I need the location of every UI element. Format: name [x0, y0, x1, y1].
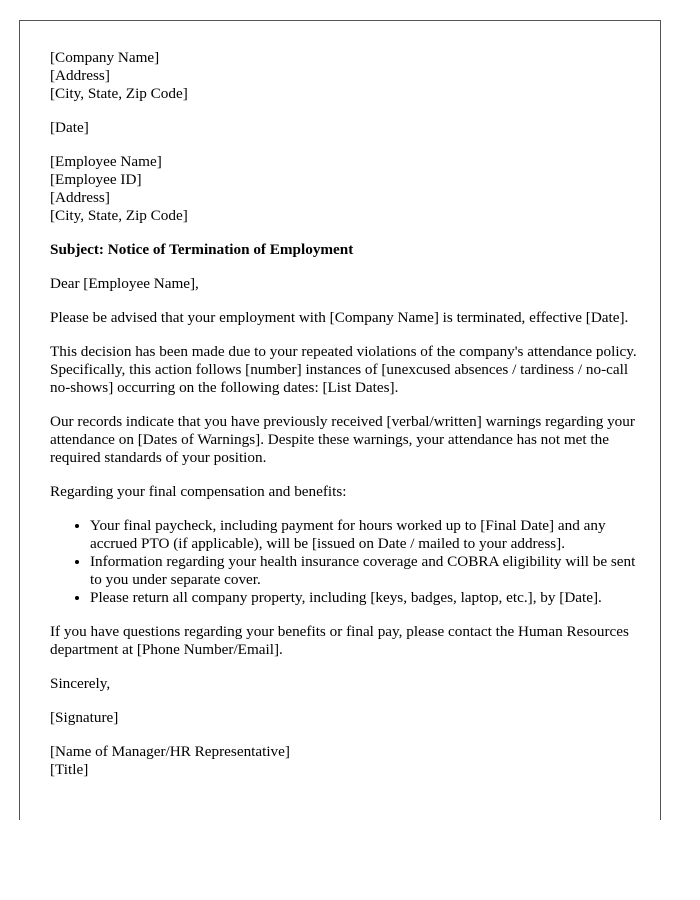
- signer-title: [Title]: [50, 761, 89, 778]
- letter-page: [19, 20, 661, 820]
- recipient-name: [Employee Name]: [50, 153, 162, 170]
- benefits-list-item: • Please return all company property, including [keys, badges, laptop, etc.], by [Date].: [90, 589, 640, 607]
- letter-body: [50, 49, 640, 779]
- paragraph-reason: This decision has been made due to your repeated violations of the company's attendance policy. Specifically, this action follows [number] instances of [unexcused absences / tardiness / no-call no-shows] occurring on the following dates: [List Dates].: [50, 343, 637, 396]
- sender-block: [50, 49, 640, 103]
- sender-company-name: [Company Name]: [50, 49, 160, 66]
- paragraph-contact: If you have questions regarding your benefits or final pay, please contact the Human Resources department at [Phone Number/Email].: [50, 623, 629, 658]
- signer-name: [Name of Manager/HR Representative]: [50, 743, 290, 760]
- recipient-address: [Address]: [50, 189, 110, 206]
- recipient-employee-id: [Employee ID]: [50, 171, 142, 188]
- paragraph-compensation-intro: Regarding your final compensation and benefits:: [50, 483, 347, 500]
- paragraph-warnings: Our records indicate that you have previously received [verbal/written] warnings regarding your attendance on [Dates of Warnings]. Despite these warnings, your attendance has not met the required standards of your position.: [50, 413, 635, 466]
- closing: Sincerely,: [50, 675, 111, 692]
- signature: [Signature]: [50, 709, 119, 726]
- salutation: Dear [Employee Name],: [50, 275, 199, 292]
- sender-address: [Address]: [50, 67, 110, 84]
- recipient-block: [50, 153, 640, 225]
- date-text: [Date]: [50, 119, 89, 136]
- benefits-list: [50, 517, 640, 607]
- sender-city-state-zip: [City, State, Zip Code]: [50, 85, 188, 102]
- signer-block: [50, 743, 640, 779]
- benefits-list-item: • Information regarding your health insurance coverage and COBRA eligibility will be sent to you under separate cover.: [90, 553, 640, 589]
- subject-line: Subject: Notice of Termination of Employment: [50, 241, 354, 258]
- benefits-list-item: • Your final paycheck, including payment for hours worked up to [Final Date] and any accrued PTO (if applicable), will be [issued on Date / mailed to your address].: [90, 517, 640, 553]
- letter-date: [50, 119, 640, 137]
- paragraph-notice: Please be advised that your employment with [Company Name] is terminated, effective [Date].: [50, 309, 629, 326]
- recipient-city-state-zip: [City, State, Zip Code]: [50, 207, 188, 224]
